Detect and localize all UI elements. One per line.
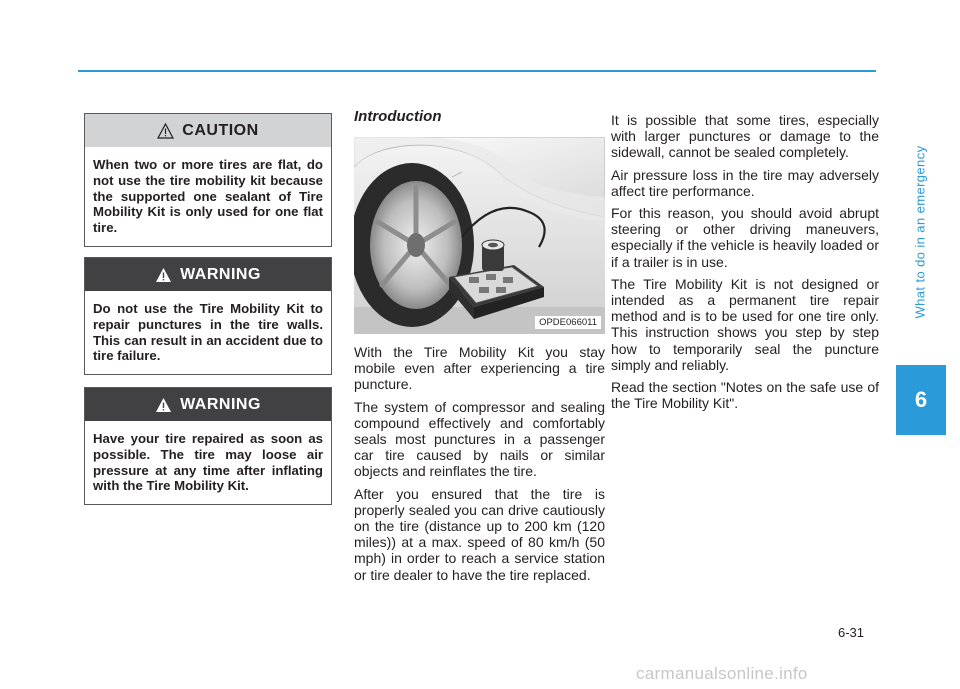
warning-triangle-icon	[155, 267, 172, 283]
intro-paragraph-1: With the Tire Mobility Kit you stay mobile even after experiencing a tire puncture.	[354, 344, 605, 393]
car-tire-compressor-illustration	[354, 137, 605, 334]
warning-box-2	[84, 387, 332, 505]
watermark: carmanualsonline.info	[636, 664, 808, 683]
details-column	[611, 112, 879, 417]
warning-header-1	[85, 258, 331, 291]
warning-box-1	[84, 257, 332, 375]
section-title: Introduction	[354, 108, 442, 125]
figure-code-label: OPDE066011	[535, 316, 601, 329]
chapter-side-label: What to do in an emergency	[912, 145, 928, 319]
caution-box	[84, 113, 332, 247]
chapter-tab[interactable]: 6	[896, 365, 946, 435]
details-paragraph-2: Air pressure loss in the tire may adversely affect tire performance.	[611, 166, 879, 199]
caution-text: When two or more tires are flat, do not use the tire mobility kit because the supported one sealant of Tire Mobility Kit is only used for one flat tire.	[93, 157, 323, 236]
warning-title-1: WARNING	[180, 265, 261, 283]
intro-paragraph-2: The system of compressor and sealing compound effectively and comfortably seals most punctures in a passenger car tire caused by nails or similar objects and reinflates the tire.	[354, 398, 605, 480]
tire-mobility-kit-figure	[354, 137, 605, 334]
details-paragraph-1: It is possible that some tires, especially with larger punctures or damage to the sidewall, cannot be sealed completely.	[611, 112, 879, 161]
intro-paragraph-3: After you ensured that the tire is properly sealed you can drive cautiously on the tire (distance up to 200 km (120 miles)) at a max. speed of 80 km/h (50 mph) in order to reach a service station or tire dealer to have the tire replaced.	[354, 485, 605, 583]
warning-text-2: Have your tire repaired as soon as possible. The tire may loose air pressure at any time after inflating with the Tire Mobility Kit.	[93, 431, 323, 494]
details-paragraph-5: Read the section "Notes on the safe use of the Tire Mobility Kit".	[611, 379, 879, 412]
warning-title-2: WARNING	[180, 395, 261, 413]
caution-triangle-icon	[157, 123, 174, 139]
caution-title: CAUTION	[182, 121, 259, 139]
warning-text-1: Do not use the Tire Mobility Kit to repair punctures in the tire walls. This can result in an accident due to tire failure.	[93, 301, 323, 364]
warning-header-2	[85, 388, 331, 421]
caution-header	[85, 114, 331, 147]
page-number: 6-31	[838, 625, 865, 640]
details-paragraph-3: For this reason, you should avoid abrupt steering or other driving maneuvers, especially if the vehicle is heavily loaded or if a trailer is in use.	[611, 205, 879, 270]
details-paragraph-4: The Tire Mobility Kit is not designed or intended as a permanent tire repair method and is to be used for one tire only. This instruction shows you step by step how to temporarily seal the puncture simply and reliably.	[611, 275, 879, 373]
intro-column	[354, 108, 605, 589]
header-rule	[78, 70, 876, 72]
warning-triangle-icon	[155, 397, 172, 413]
